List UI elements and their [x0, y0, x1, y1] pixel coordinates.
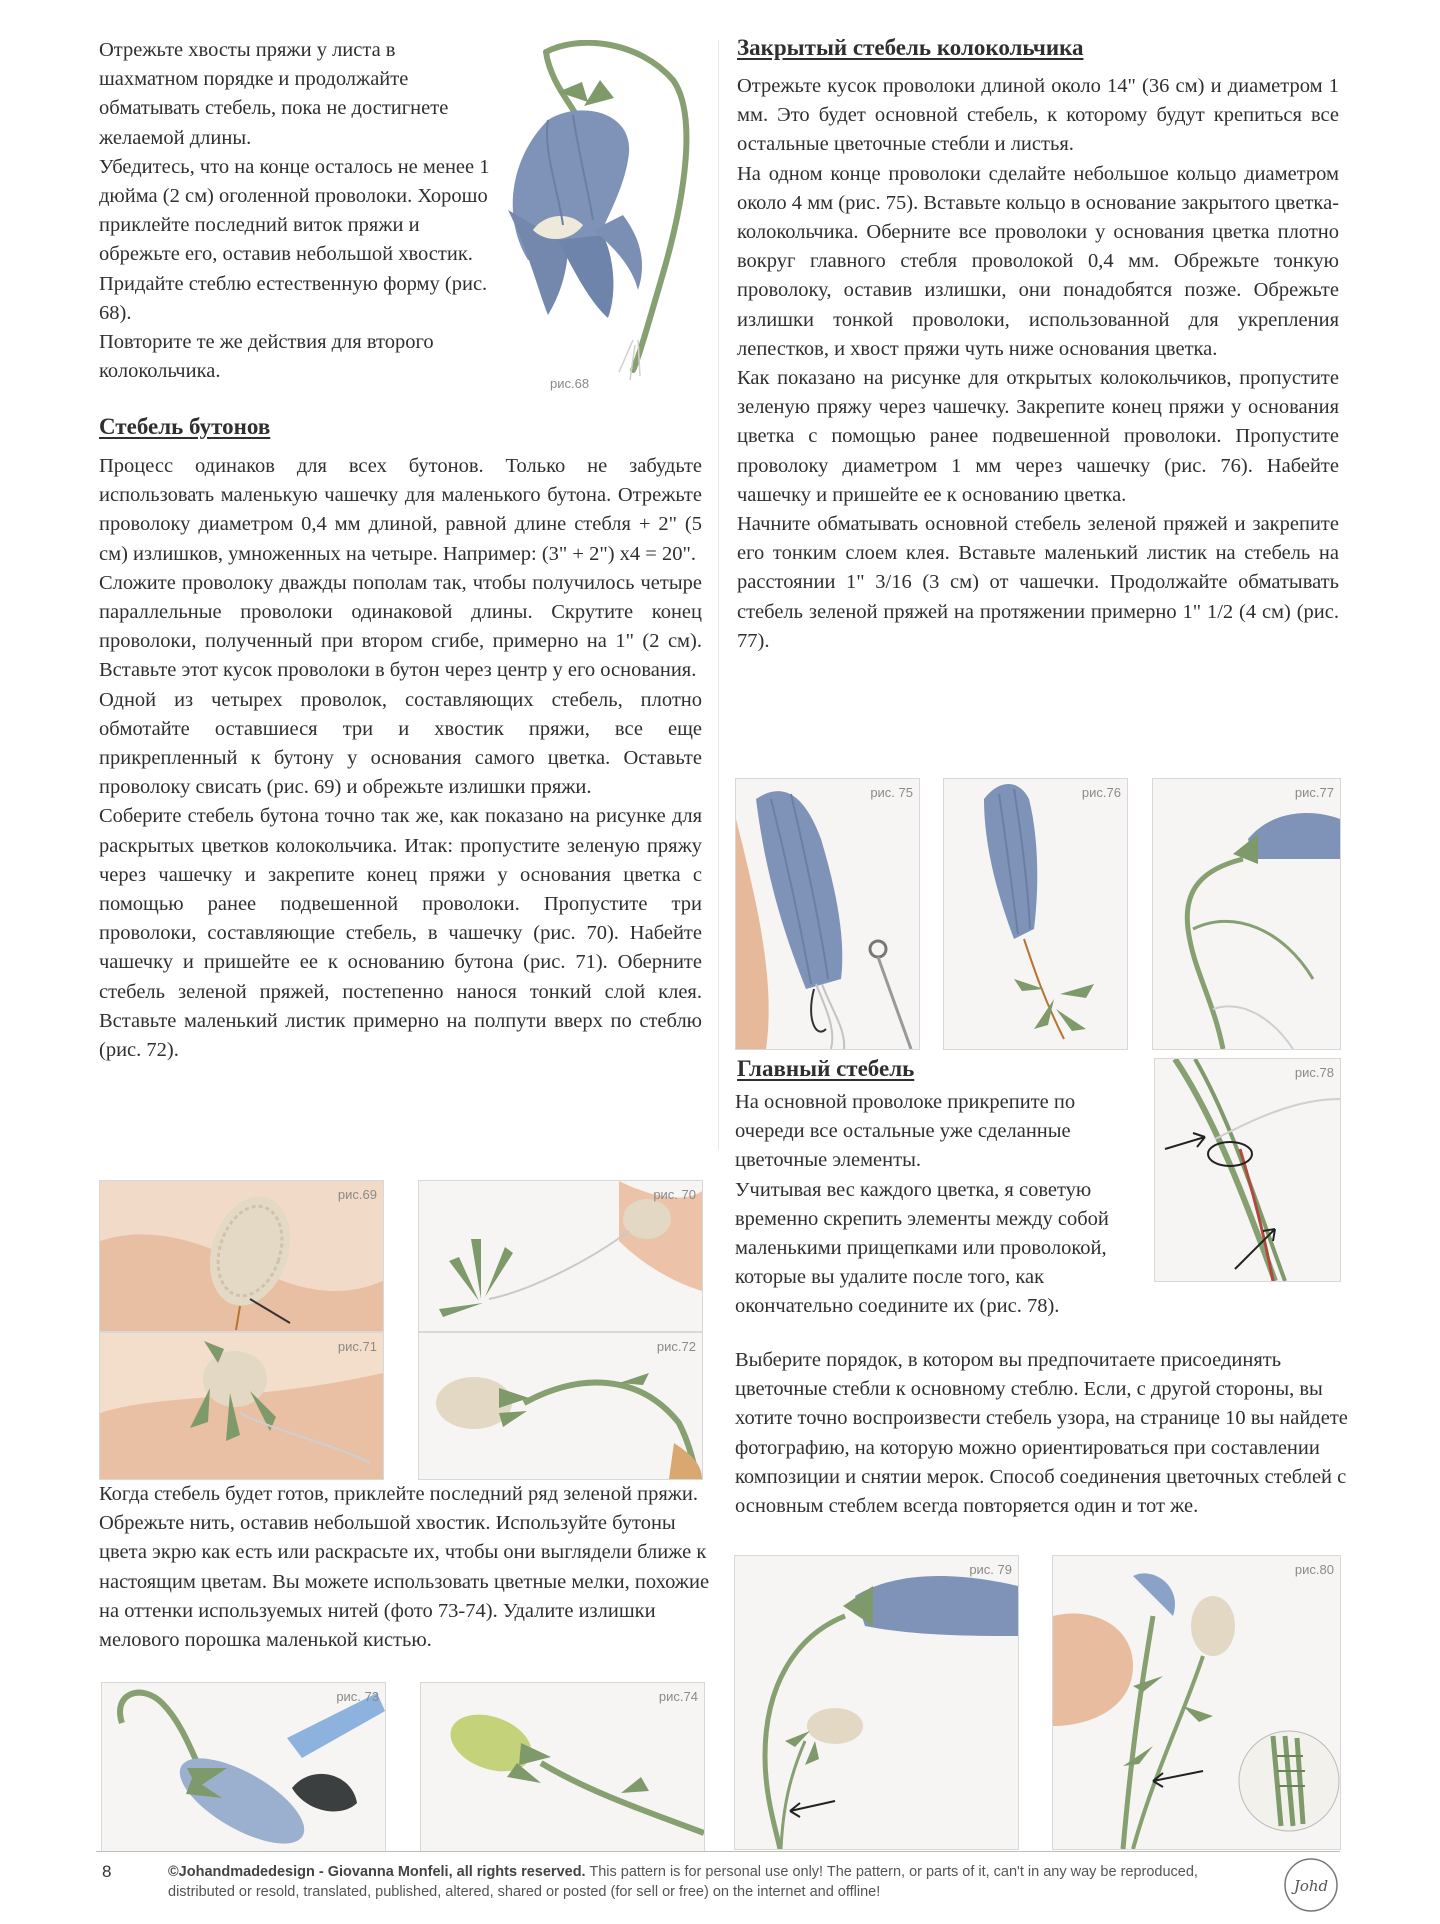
- main-stem-paragraph: На основной проволоке прикрепите по очереди все остальные уже сделанные цветочные элементы.: [735, 1091, 1076, 1172]
- closed-stem-title: Закрытый стебель колокольчика: [737, 35, 1084, 60]
- stem-bundle-photo: [1053, 1556, 1340, 1849]
- finish-paragraph: Когда стебель будет готов, приклейте последний ряд зеленой пряжи. Обрежьте нить, оставив небольшой хвостик. Используйте бутоны цвета экрю как есть или раскрасьте их, чтобы они выглядели ближе к настоящим цветам. Вы можете использовать цветные мелки, похожие на оттенки используемых нитей (фото 73-74). Удалите излишки мелового порошка маленькой кистью.: [99, 1483, 710, 1652]
- intro-text: [99, 36, 499, 386]
- closed-bell-with-wire-photo: [736, 779, 919, 1049]
- finish-text: [99, 1480, 711, 1655]
- column-divider: [718, 40, 719, 1150]
- order-paragraph: Выберите порядок, в котором вы предпочитаете присоединять цветочные стебли к основному стеблю. Если, с другой стороны, вы хотите точно воспроизвести стебель узора, на странице 10 вы найдете фотографию, на которую можно ориентироваться при составлении композиции и снятии мерок. Способ соединения цветочных стеблей с основным стеблем всегда повторяется один и тот же.: [735, 1349, 1348, 1518]
- closed-stem-paragraph: На одном конце проволоки сделайте небольшое кольцо диаметром около 4 мм (рис. 75). Вставьте кольцо в основание закрытого цветка-колокольчика. Оберните все проволоки у основания цветка плотно вокруг главного стебля проволокой 0,4 мм. Обрежьте тонкую проволоку, оставив излишки, они понадобятся позже. Обрежьте излишки тонкой проволоки, использованной для укрепления лепестков, и хвост пряжи чуть ниже основания цветка.: [737, 162, 1339, 360]
- order-text: [735, 1346, 1355, 1521]
- closed-bell-calyx-photo: [944, 779, 1127, 1049]
- figure-caption: рис.77: [1294, 785, 1334, 800]
- figure-caption: рис.80: [1294, 1562, 1334, 1577]
- calyx-photo: [419, 1181, 702, 1331]
- logo-icon: [1282, 1856, 1340, 1914]
- main-stem-paragraph: Учитывая вес каждого цветка, я советую временно скрепить элементы между собой маленькими прищепками или проволокой, которые вы удалите после того, как окончательно соедините их (рис. 78).: [735, 1178, 1109, 1318]
- copyright-text: ©Johandmadedesign - Giovanna Monfeli, all rights reserved.: [168, 1864, 586, 1880]
- figure-caption: рис.78: [1294, 1065, 1334, 1080]
- figure-78: [1154, 1058, 1341, 1282]
- closed-stem-paragraph: Начните обматывать основной стебель зеленой пряжей и закрепите его тонким слоем клея. Вставьте маленький листик на стебель на расстоянии 1" 3/16 (3 см) от чашечки. Продолжайте обматывать стебель зеленой пряжей на протяжении примерно 1" 1/2 (4 см) (рис. 77).: [737, 513, 1339, 652]
- closed-stem-paragraph: Как показано на рисунке для открытых колокольчиков, пропустите зеленую пряжу через чашечку. Закрепите конец пряжи у основания цветка с помощью ранее подвешенной проволоки. Пропустите проволоку диаметром 1 мм через чашечку (рис. 76). Набейте чашечку и пришейте ее к основанию цветка.: [737, 367, 1339, 506]
- bell-and-bud-stem-photo: [735, 1556, 1018, 1849]
- intro-paragraph: Убедитесь, что на конце осталось не менее 1 дюйма (2 см) оголенной проволоки. Хорошо приклейте последний виток пряжи и обрежьте его, оставив небольшой хвостик.: [99, 155, 490, 266]
- figure-caption: рис.71: [337, 1339, 377, 1354]
- figure-caption: рис. 70: [653, 1187, 696, 1202]
- figure-69: [99, 1180, 384, 1332]
- bud-with-calyx-photo: [100, 1333, 383, 1479]
- bud-in-fingers-photo: [100, 1181, 383, 1331]
- figure-72: [418, 1332, 703, 1480]
- closed-stem-paragraph: Отрежьте кусок проволоки длиной около 14" (36 см) и диаметром 1 мм. Это будет основной стебель, к которому будут крепиться все остальные цветочные стебли и листья.: [737, 75, 1339, 156]
- notice-text: This pattern is for personal use only! The pattern, or parts of it, can't in any way be reproduced, distributed or resold, translated, published, altered, shared or posted (for sell or free) on the internet and offline!: [168, 1864, 1198, 1900]
- bud-stem-title: Стебель бутонов: [99, 414, 271, 439]
- logo-text: Johd: [1293, 1877, 1329, 1895]
- figure-74: [420, 1682, 705, 1852]
- figure-caption: рис.74: [658, 1689, 698, 1704]
- figure-caption: рис. 73: [336, 1689, 379, 1704]
- bud-stem-paragraph: Процесс одинаков для всех бутонов. Только не забудьте использовать маленькую чашечку для маленького бутона. Отрежьте проволоку диаметром 0,4 мм длиной, равной длине стебля + 2" (5 см) излишков, умноженных на четыре. Например: (3" + 2") x4 = 20".: [99, 455, 702, 565]
- closed-stem-text: [737, 72, 1339, 656]
- figure-80: [1052, 1555, 1341, 1850]
- figure-caption: рис.68: [550, 376, 590, 391]
- figure-70: [418, 1180, 703, 1332]
- bud-stem-paragraph: Сложите проволоку дважды пополам так, чтобы получилось четыре параллельные проволоки одинаковой длины. Скрутите конец проволоки, полученный при втором сгибе, примерно на 1" (2 см). Вставьте этот кусок проволоки в бутон через центр у его основания.: [99, 571, 702, 682]
- figure-77: [1152, 778, 1341, 1050]
- figure-caption: рис. 79: [969, 1562, 1012, 1577]
- bud-stem-paragraph: Одной из четырех проволок, составляющих стебель, плотно обмотайте оставшиеся три и хвостик пряжи, все еще прикрепленный к бутону у основания самого цветка. Оставьте проволоку свисать (рис. 69) и обрежьте излишки пряжи.: [99, 688, 702, 799]
- figure-76: [943, 778, 1128, 1050]
- figure-71: [99, 1332, 384, 1480]
- figure-caption: рис.72: [656, 1339, 696, 1354]
- bellflower-photo: [488, 40, 720, 400]
- figure-caption: рис.69: [337, 1187, 377, 1202]
- closed-bell-wrapped-stem-photo: [1153, 779, 1340, 1049]
- figure-79: [734, 1555, 1019, 1850]
- bud-stem-paragraph: Соберите стебель бутона точно так же, как показано на рисунке для раскрытых цветков колокольчика. Итак: пропустите зеленую пряжу через чашечку и закрепите конец пряжи у основания цветка с помощью ранее подвешенной проволоки. Пропустите три проволоки, составляющие стебель, в чашечку (рис. 70). Набейте чашечку и пришейте ее к основанию бутона (рис. 71). Оберните стебель зеленой пряжей, постепенно нанося тонкий слой клея. Вставьте маленький листик примерно на полпути вверх по стеблю (рис. 72).: [99, 805, 702, 1062]
- painted-bud-photo: [102, 1683, 385, 1851]
- figure-caption: рис.76: [1081, 785, 1121, 800]
- footer-notice: [168, 1862, 1248, 1902]
- figure-caption: рис. 75: [870, 785, 913, 800]
- main-stem-title: Главный стебель: [737, 1056, 915, 1081]
- figure-75: [735, 778, 920, 1050]
- figure-73: [101, 1682, 386, 1852]
- brand-logo: [1282, 1856, 1340, 1914]
- intro-paragraph: Отрежьте хвосты пряжи у листа в шахматном порядке и продолжайте обматывать стебель, пока не достигнете желаемой длины.: [99, 39, 449, 149]
- page-number: 8: [102, 1862, 112, 1881]
- stems-joined-photo: [1155, 1059, 1340, 1281]
- bud-stem-text: [99, 452, 702, 1065]
- figure-68-bellflower: [488, 40, 720, 400]
- main-stem-text: [735, 1088, 1145, 1322]
- footer-rule: [96, 1851, 1340, 1852]
- bud-stem-photo: [419, 1333, 702, 1479]
- intro-paragraph: Повторите те же действия для второго колокольчика.: [99, 331, 434, 383]
- green-bud-photo: [421, 1683, 704, 1851]
- intro-paragraph: Придайте стеблю естественную форму (рис. 68).: [99, 272, 488, 324]
